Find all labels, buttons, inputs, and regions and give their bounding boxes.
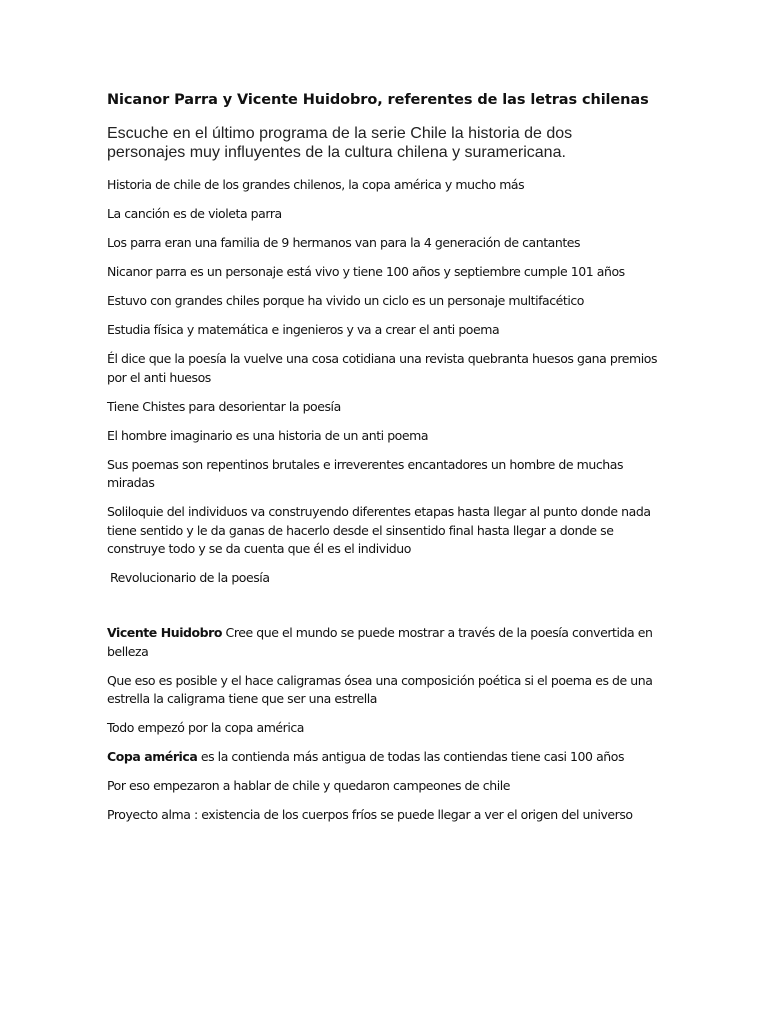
note-bold-lead: Copa américa <box>107 749 198 764</box>
note-line: Tiene Chistes para desorientar la poesía <box>107 398 341 414</box>
spacer <box>107 598 667 624</box>
note-line: Los parra eran una familia de 9 hermanos van para la 4 generación de cantantes <box>107 235 581 250</box>
note-line: Revolucionario de la poesía <box>110 570 270 585</box>
note-line: Sus poemas son repentinos brutales e irreverentes encantadores un hombre de muchas miradas <box>107 456 624 490</box>
note-line: El hombre imaginario es una historia de un anti poema <box>107 427 429 443</box>
note-line: Nicanor parra es un personaje está vivo y tiene 100 años y septiembre cumple 101 años <box>107 264 625 279</box>
page-title: Nicanor Parra y Vicente Huidobro, referentes de las letras chilenas <box>107 92 649 108</box>
note-text: es la contienda más antigua de todas las contiendas tiene casi 100 años <box>197 749 625 764</box>
note-line: Por eso empezaron a hablar de chile y quedaron campeones de chile <box>107 778 510 793</box>
note-line: Estudia física y matemática e ingenieros y va a crear el anti poema <box>107 322 500 337</box>
note-line: Que eso es posible y el hace caligramas ósea una composición poética si el poema es de una estrella la caligrama tiene que ser una estrella <box>107 672 653 706</box>
note-line: Historia de chile de los grandes chilenos, la copa américa y mucho más <box>107 177 525 192</box>
note-line: La canción es de violeta parra <box>107 206 282 221</box>
note-line: Estuvo con grandes chiles porque ha vivido un ciclo es un personaje multifacético <box>107 293 585 308</box>
note-text: Cree que el mundo se puede mostrar a través de la poesía convertida en belleza <box>107 625 653 659</box>
note-line: Todo empezó por la copa américa <box>107 720 304 735</box>
note-bold-lead: Vicente Huidobro <box>107 625 223 640</box>
note-line: Proyecto alma : existencia de los cuerpos fríos se puede llegar a ver el origen del universo <box>107 807 633 822</box>
note-huidobro <box>107 624 667 661</box>
note-line: Él dice que la poesía la vuelve una cosa cotidiana una revista quebranta huesos gana premios por el anti huesos <box>107 351 658 385</box>
intro-paragraph: Escuche en el último programa de la serie Chile la historia de dos personajes muy influyentes de la cultura chilena y suramericana. <box>107 125 573 161</box>
note-copa <box>107 748 667 767</box>
notes-list <box>107 176 667 835</box>
note-line: Soliloquie del individuos va construyendo diferentes etapas hasta llegar al punto donde nada tiene sentido y le da ganas de hacerlo desde el sinsentido final hasta llegar a donde se construye todo y se da cuenta que él es el individuo <box>107 504 651 556</box>
